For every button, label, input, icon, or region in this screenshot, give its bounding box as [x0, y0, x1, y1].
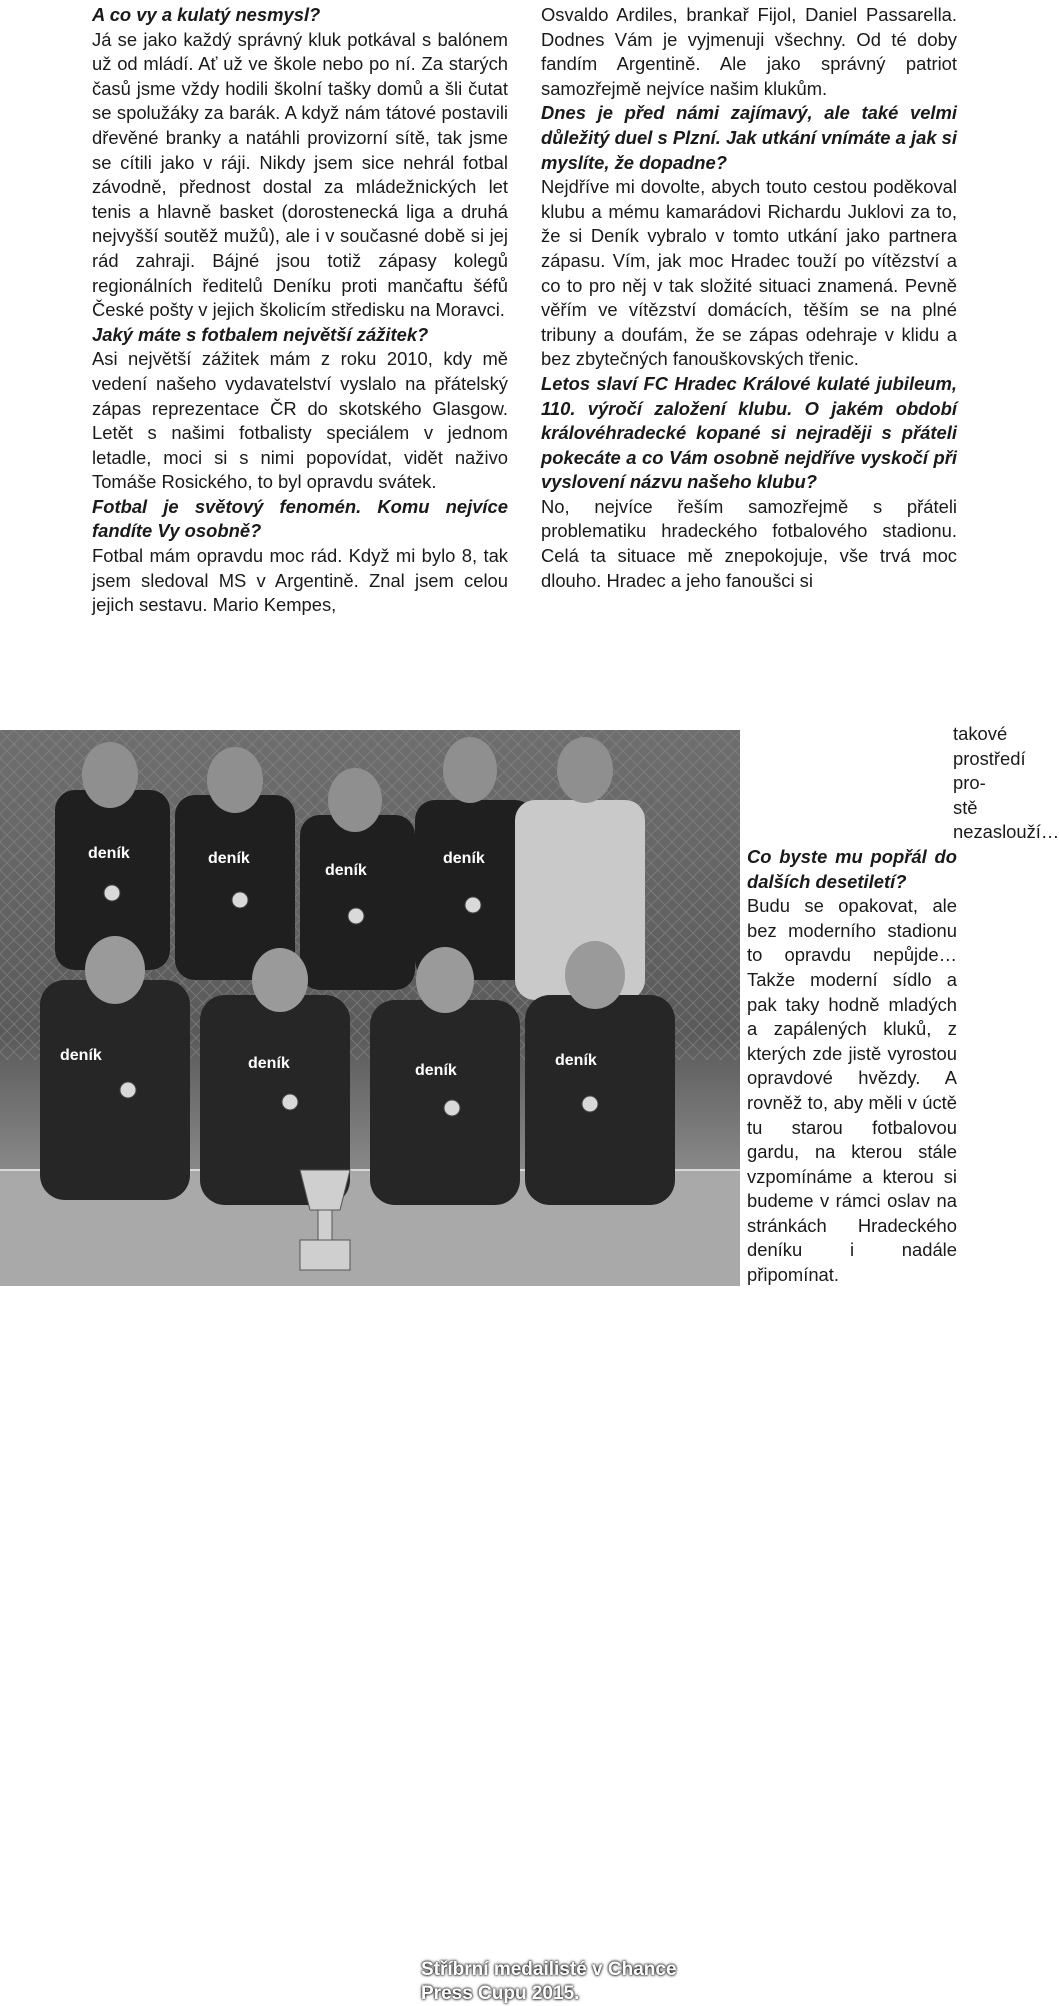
jersey-label: deník — [248, 1055, 290, 1072]
narrow-column — [747, 722, 1059, 1288]
interview-question: Co byste mu popřál do dalších desetiletí? — [747, 845, 957, 892]
interview-question: A co vy a kulatý nesmysl? — [92, 4, 321, 25]
interview-question: Jaký máte s fotbalem největší zážitek? — [92, 323, 429, 345]
interview-answer: Já se jako každý správný kluk potkával s balónem už od mládí. Ať už ve škole nebo po ní. Za starých časů jsme vždy hodili školní tašky domů a šli čutat se spolužáky za barák. A když nám tátové postavili dřevěné branky a natáhli provizorní sítě, tak jsme se cítili jako v ráji. Nikdy jsem sice nehrál fotbal závodně, přednost dostal za mládežnických let tenis a hlavně basket (dorostenecká liga a druhá nejvyšší soutěž mužů), ale i v současné době si jej rád zahraji. Bájné jsou totiž zápasy kolegů regionálních ředitelů Deníku proti mančaftu šéfů České pošty v jejich školicím středisku na Moravci. — [92, 28, 508, 321]
jersey-label: deník — [208, 850, 250, 867]
interview-answer: Budu se opakovat, ale bez moderního stadionu to opravdu nepůjde… Takže moderní sídlo a pak taky hodně mladých a zapálených kluků, z kterých zde jistě vyrostou opravdové hvězdy. A rovněž to, aby měli v úctě tu starou fotbalovou gardu, na kterou stále vzpomínáme a kterou si budeme v rámci oslav na stránkách Hradeckého deníku i nadále připomínat. — [747, 895, 957, 1286]
team-photo — [0, 730, 740, 2004]
interview-question: Letos slaví FC Hradec Králové kulaté jubileum, 110. výročí založení klubu. O jakém období královéhradecké kopané si nejraději s přáteli pokecáte a co Vám osobně nejdříve vyskočí při vyslovení názvu našeho klubu? — [541, 372, 957, 493]
interview-question: Fotbal je světový fenomén. Komu nejvíce fandíte Vy osobně? — [92, 495, 508, 542]
interview-question: Dnes je před námi zajímavý, ale také velmi důležitý duel s Plzní. Jak utkání vnímáte a jak si myslíte, že dopadne? — [541, 102, 957, 173]
photo-caption-line: Stříbrní medailisté v Chance — [421, 1959, 677, 1980]
left-column — [92, 3, 508, 618]
jersey-label: deník — [88, 845, 130, 862]
jersey-label: deník — [555, 1052, 597, 1069]
photo-caption-line: Press Cupu 2015. — [421, 1983, 580, 2004]
photo-caption — [421, 1958, 677, 2006]
jersey-label: deník — [443, 850, 485, 867]
interview-answer: Osvaldo Ardiles, brankař Fijol, Daniel Passarella. Dodnes Vám je vyjmenuji všechny. Od té doby fandím Argentině. Ale jako správný patriot samozřejmě nejvíce našim klukům. — [541, 4, 957, 99]
interview-answer: Asi největší zážitek mám z roku 2010, kdy mě vedení našeho vydavatelství vyslalo na přátelský zápas reprezentace ČR do skotského Glasgow. Letět s našimi fotbalisty speciálem v jednom letadle, moci si s nimi popovídat, vidět naživo Tomáše Rosického, to byl opravdu svátek. — [92, 348, 508, 493]
interview-answer: No, nejvíce řeším samozřejmě s přáteli problematiku hradeckého fotbalového stadionu. Celá ta situace mě znepokojuje, vše trvá moc dlouho. Hradec a jeho fanoušci si — [541, 495, 957, 591]
team-photo-graphic — [0, 730, 740, 1286]
jersey-label: deník — [60, 1047, 102, 1064]
interview-answer: Nejdříve mi dovolte, abych touto cestou poděkoval klubu a mému kamarádovi Richardu Juklovi za to, že si Deník vybralo v tomto utkání jako partnera zápasu. Vím, jak moc Hradec touží po vítězství a co to pro něj v tak složité situaci znamená. Pevně věřím ve vítězství domácích, těším se na plné tribuny a doufám, že se zápas odehraje v klidu a bez zbytečných fanouškovských třenic. — [541, 176, 957, 370]
right-column — [541, 3, 957, 593]
jersey-label: deník — [415, 1062, 457, 1079]
interview-answer: Fotbal mám opravdu moc rád. Když mi bylo 8, tak jsem sledoval MS v Argentině. Znal jsem celou jejich sestavu. Mario Kempes, — [92, 545, 508, 616]
interview-answer: takové prostředí prostě nezaslouží… — [953, 723, 1059, 843]
jersey-label: deník — [325, 862, 367, 879]
